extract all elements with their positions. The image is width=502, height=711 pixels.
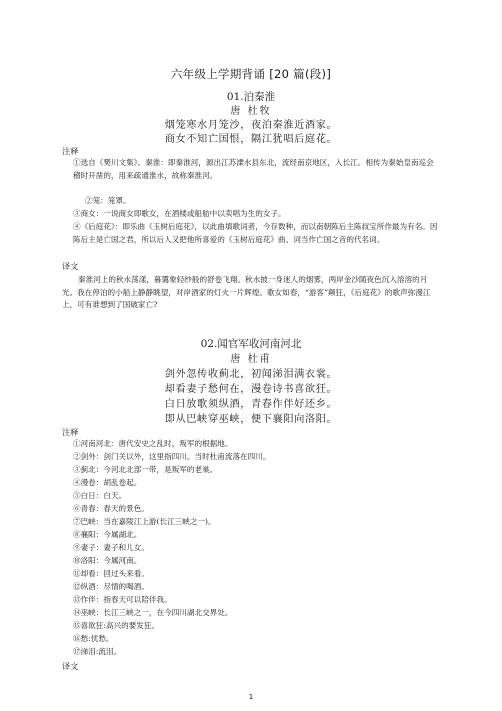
poem2-line: 剑外忽传收蓟北，初闻涕泪满衣裳。: [164, 369, 338, 380]
poem2-translation-label: 译文: [62, 661, 79, 671]
poem1-title: 01.泊秦淮: [226, 91, 276, 103]
poem1-note: ④《后庭花》：即乐曲《玉树后庭花》，以此曲填歌词者，今存数种，而以南朝陈后主陈叔宝所作最为有名。因陈后主是亡国之君，所以后人又把他所喜爱的《玉树后庭花》曲、词当作亡国之音的代名词。: [73, 222, 438, 244]
poem2-notes-label: 注释: [62, 427, 79, 437]
poem2-note: ②剑外：剑门关以外，这里指四川。当时杜甫流落在四川。: [73, 452, 271, 461]
poem1-author: 唐 杜牧: [230, 106, 272, 117]
poem1-notes-label: 注释: [62, 146, 79, 156]
poem2-note: ⑤白日：白天。: [73, 491, 127, 500]
poem2-line: 白日放歌须纵酒，青春作伴好还乡。: [164, 399, 338, 410]
poem2-title: 02.闻官军收河南河北: [200, 338, 302, 350]
poem1-note: ③商女：一说商女即歌女，在酒楼或船舫中以卖唱为生的女子。: [73, 209, 286, 218]
poem1-line: 商女不知亡国恨，隔江犹唱后庭花。: [164, 134, 338, 145]
poem2-note: ⑥青春：春天的景色。: [73, 504, 149, 513]
poem2-author: 唐 杜甫: [230, 354, 272, 365]
poem2-note: ⑯愁:忧愁。: [73, 634, 114, 643]
poem1-note: ②笼：笼罩。: [85, 196, 131, 205]
poem1-note: ①选自《樊川文集》。秦淮：即秦淮河，源出江苏溧水县东北，流经南京地区，入长江。相传为秦始皇南巡会稽时开凿的，用来疏通淮水，故称秦淮河。: [73, 158, 434, 180]
page-number: 1: [248, 693, 254, 701]
poem2-note: ⑩洛阳：今属河南。: [73, 556, 142, 565]
poem2-note: ⑮喜欲狂:高兴的要发狂。: [73, 621, 160, 630]
poem2-note: ④漫卷：胡乱卷起。: [73, 478, 142, 487]
document-title: 六年级上学期背诵 [20 篇(段)]: [170, 67, 332, 81]
poem2-line: 即从巴峡穿巫峡，便下襄阳向洛阳。: [164, 414, 338, 425]
poem1-translation-label: 译文: [62, 261, 79, 271]
poem2-line: 却看妻子愁何在，漫卷诗书喜欲狂。: [164, 384, 338, 395]
poem2-note: ⑪却看：回过头来看。: [73, 569, 149, 578]
poem2-note: ⑨妻子：妻子和儿女。: [73, 543, 149, 552]
poem1-line: 烟笼寒水月笼沙，夜泊秦淮近酒家。: [164, 120, 338, 131]
poem2-note: ⑦巴峡：当在嘉陵江上游(长江三峡之一)。: [73, 517, 216, 526]
poem1-translation: 秦淮河上的秋水荡漾，暮霭象轻纱般的舒卷飞翔。秋水披一身迷人的烟雾，两岸金沙随夜色沉入溶溶的月光。我在停泊的小船上静静眺望，对岸酒家的灯火一片辉煌。歌女如春，“游客”颠狂，《后庭花》的歌声弥漫江上，可有谁想到了国破家亡?: [62, 275, 431, 309]
poem2-note: ⑧襄阳：今属湖北。: [73, 530, 142, 539]
poem2-note: ⑫纵酒：尽情的喝酒。: [73, 582, 149, 591]
poem2-note: ⑭巫峡：长江三峡之一，在今四川湖北交界处。: [73, 608, 233, 617]
poem2-note: ③蓟北：今河北北部一带，是叛军的老巢。: [73, 465, 218, 474]
poem2-note: ⑰涕泪:流泪。: [73, 647, 122, 656]
poem2-note: ⑬作伴：指春天可以陪伴我。: [73, 595, 172, 604]
poem2-note: ①河南河北：唐代安史之乱时，叛军的根据地。: [73, 439, 233, 448]
